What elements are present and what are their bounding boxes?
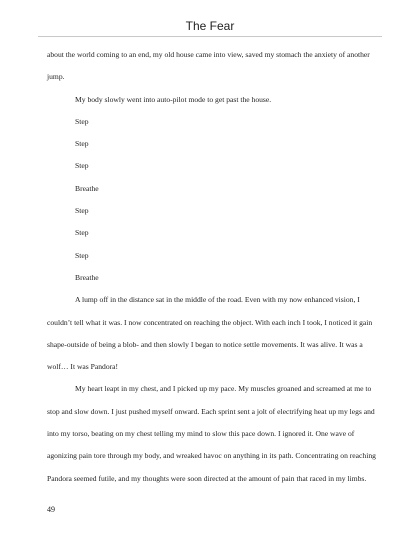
page-number: 49 — [47, 505, 55, 514]
paragraph-continuation: about the world coming to an end, my old house came into view, saved my stomach the anxiety of another jump. — [47, 50, 370, 82]
paragraph-step: Step — [75, 228, 89, 238]
paragraph-step: Step — [75, 139, 89, 149]
paragraph: My heart leapt in my chest, and I picked up my pace. My muscles groaned and screamed at me to stop and slow down. I just pushed myself onward. Each sprint sent a jolt of electrifying heat up my legs and into my torso, beating on my chest telling my mind to slow this pace down. I ignored it. One wave of agonizing pain tore through my body, and wreaked havoc on anything in its path. Concentrating on reaching Pandora seemed futile, and my thoughts were soon directed at the amount of pain that raced in my limbs. — [47, 384, 376, 483]
header-rule — [38, 36, 382, 37]
paragraph-breathe: Breathe — [75, 272, 99, 282]
paragraph: My body slowly went into auto-pilot mode to get past the house. — [75, 94, 272, 104]
paragraph-step: Step — [75, 161, 89, 171]
paragraph-step: Step — [75, 250, 89, 260]
running-header-title: The Fear — [185, 19, 235, 33]
paragraph-breathe: Breathe — [75, 183, 99, 193]
paragraph-step: Step — [75, 206, 89, 216]
paragraph: A lump off in the distance sat in the middle of the road. Even with my now enhanced vision, I couldn’t tell what it was. I now concentrated on reaching the object. With each inch I took, I noticed it gain shape-outside of being a blob- and then slowly I began to notice settle movements. It was alive. It was a wolf… It was Pandora! — [47, 295, 373, 372]
body-text — [47, 44, 377, 490]
paragraph-step: Step — [75, 116, 89, 126]
